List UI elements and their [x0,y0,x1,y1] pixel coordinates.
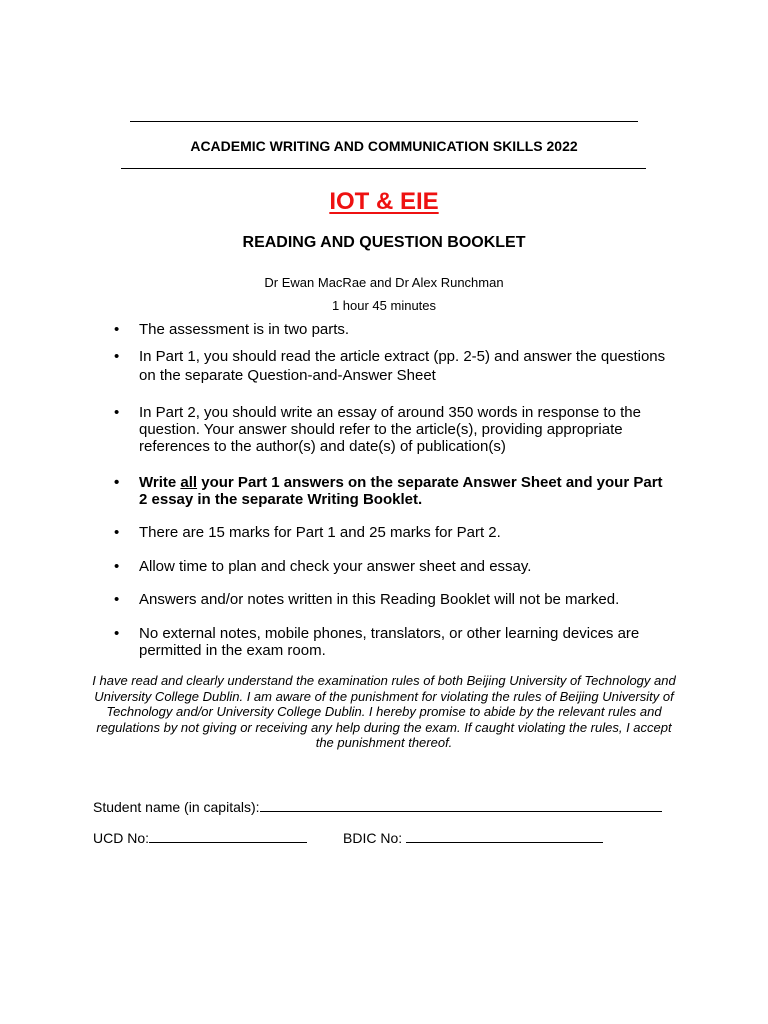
bullet-text: There are 15 marks for Part 1 and 25 marks for Part 2. [139,524,501,541]
declaration-text: I have read and clearly understand the examination rules of both Beijing University of Technology and University College Dublin. I am aware of the punishment for violating the rules of Beijing University of Technology and/or University College Dublin. I hereby promise to abide by the relevant rules and regulations by not giving or receiving any help during the exam. If caught violating the rules, I accept the punishment thereof. [92,673,676,750]
bullet-item [114,347,674,385]
bullet-text-pre: Write [139,474,181,491]
duration: 1 hour 45 minutes [331,298,437,313]
ucd-number-line[interactable] [149,830,307,843]
program-code: IOT & EIE [329,188,439,215]
ucd-number-field[interactable] [93,830,307,846]
bullet-item [114,558,674,575]
ucd-number-label: UCD No: [93,830,150,846]
bullet-item [114,404,674,455]
bdic-number-field[interactable] [343,830,603,846]
bullet-icon: • [114,558,120,575]
bullet-icon: • [114,321,120,338]
bullet-text: In Part 2, you should write an essay of around 350 words in response to the question. Your answer should refer to the article(s), providing appropriate references to the author(s) and date(s) of publication(s) [139,404,641,455]
bullet-text [139,474,674,508]
bullet-item [114,524,674,541]
bullet-text: In Part 1, you should read the article extract (pp. 2-5) and answer the questions on the separate Question-and-Answer Sheet [139,348,666,384]
booklet-title: READING AND QUESTION BOOKLET [242,234,526,251]
bullet-text: The assessment is in two parts. [139,321,350,338]
bdic-number-line[interactable] [406,830,603,843]
title-rule [121,168,646,169]
student-name-field[interactable] [93,799,662,815]
bullet-item [114,591,674,608]
course-title: ACADEMIC WRITING AND COMMUNICATION SKILLS 2022 [190,138,578,154]
bullet-item-emphasis [114,474,674,508]
bullet-text-post: your Part 1 answers on the separate Answer Sheet and your Part 2 essay in the separate Writing Booklet. [139,474,663,508]
top-rule [130,121,638,122]
bullet-icon: • [114,591,120,608]
bullet-item [114,321,674,338]
authors: Dr Ewan MacRae and Dr Alex Runchman [264,275,504,290]
bdic-number-label: BDIC No: [343,830,407,846]
bullet-icon: • [114,625,120,642]
bullet-icon: • [114,474,120,491]
bullet-text: Answers and/or notes written in this Reading Booklet will not be marked. [139,591,620,608]
bullet-text: Allow time to plan and check your answer sheet and essay. [139,558,532,575]
bullet-item [114,625,674,659]
student-name-line[interactable] [260,799,662,812]
bullet-icon: • [114,404,120,421]
bullet-icon: • [114,524,120,541]
bullet-icon: • [114,348,120,365]
bullet-text: No external notes, mobile phones, translators, or other learning devices are permitted in the exam room. [139,625,640,659]
student-name-label: Student name (in capitals): [93,799,260,815]
bullet-text-emphasis: all [180,474,198,491]
